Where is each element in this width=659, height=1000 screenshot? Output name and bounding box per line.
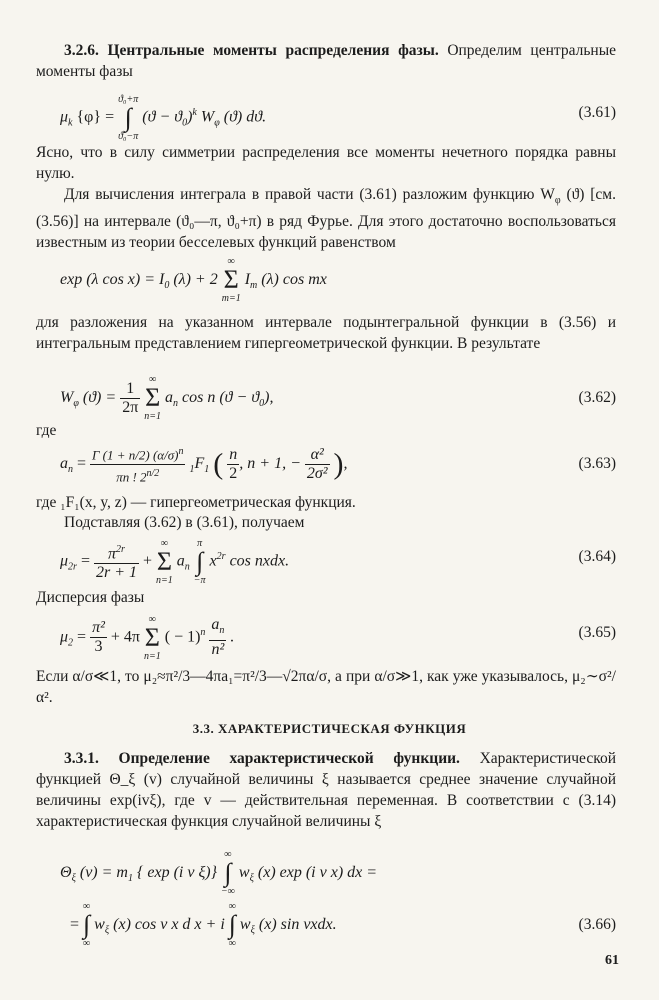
eq-sup: 2r bbox=[216, 551, 226, 562]
eq-sub: n bbox=[173, 398, 179, 410]
denominator: n² bbox=[211, 641, 225, 659]
int-glyph: ∫ bbox=[124, 102, 132, 132]
eq-text: { exp (i v ξ)} bbox=[132, 864, 222, 881]
eq-text: (v) = m bbox=[75, 864, 128, 881]
eq-text: πn ! 2 bbox=[116, 469, 147, 485]
subsection-title: Центральные моменты распределения фазы. bbox=[107, 42, 439, 59]
eq-text: (ϑ) dϑ. bbox=[219, 108, 267, 126]
eq-sub: 0 bbox=[164, 280, 170, 292]
int-glyph: ∫ bbox=[224, 858, 232, 888]
sum-upper-limit: ∞ bbox=[149, 374, 157, 386]
integral-sign bbox=[194, 537, 206, 587]
numerator: 1 bbox=[120, 380, 140, 399]
int-glyph: ∫ bbox=[83, 910, 91, 940]
paragraph-symmetry: Ясно, что в силу симметрии распределения все моменты нечетного порядка равны нулю. bbox=[36, 144, 616, 182]
eq-sub: k bbox=[68, 117, 73, 129]
fraction bbox=[90, 619, 107, 656]
paragraph-substituting: Подставляя (3.62) в (3.61), получаем bbox=[64, 514, 305, 531]
int-glyph: ∫ bbox=[196, 546, 204, 576]
sum-sign bbox=[222, 255, 241, 305]
eq-text: (x) cos v x d x + i bbox=[109, 916, 229, 933]
eq-sub: 2r bbox=[68, 561, 77, 573]
paragraph-expansion: для разложения на указанном интервале подынтегральной функции в (3.56) и интегральным представлением гипергеометрической функции. В результате bbox=[36, 314, 616, 352]
int-upper-limit: ϑ₀+π bbox=[118, 93, 139, 105]
fraction bbox=[90, 443, 185, 487]
equation-3-66-line2 bbox=[70, 898, 616, 952]
numerator: α² bbox=[305, 446, 330, 465]
paragraph-variance: Дисперсия фазы bbox=[36, 589, 145, 606]
eq-sub: 0 bbox=[182, 117, 188, 129]
eq-text: a bbox=[172, 552, 185, 570]
equation-3-64 bbox=[60, 530, 616, 584]
numerator: π² bbox=[92, 619, 105, 637]
left-paren: ( bbox=[213, 447, 224, 481]
eq-text: = bbox=[76, 552, 94, 570]
int-upper-limit: ∞ bbox=[224, 849, 232, 861]
eq-sup: 2r bbox=[116, 543, 125, 555]
eq-sub: 2 bbox=[68, 637, 74, 649]
equation-number: (3.61) bbox=[578, 104, 616, 121]
numerator bbox=[209, 616, 226, 641]
denominator: 2π bbox=[122, 398, 139, 416]
sum-lower-limit: n=1 bbox=[156, 574, 173, 586]
eq-text: {φ} = bbox=[72, 108, 119, 126]
eq-text: F bbox=[194, 455, 205, 472]
eq-text: (x) exp (i v x) dx = bbox=[253, 864, 378, 881]
sum-glyph: Σ bbox=[223, 265, 239, 295]
eq-text: a bbox=[165, 389, 174, 406]
eq-text: μ bbox=[60, 552, 69, 570]
denominator: 2 bbox=[229, 464, 238, 482]
eq-text: (ϑ − ϑ bbox=[142, 108, 183, 126]
eq-sub: m bbox=[250, 280, 258, 292]
eq-sub: φ bbox=[73, 398, 79, 410]
eq-sub: 1 bbox=[189, 464, 195, 476]
subsection-3-3-1 bbox=[36, 748, 616, 832]
numerator bbox=[94, 541, 139, 564]
paragraph-hypergeometric: где ₁F₁(x, y, z) — гипергеометрическая функция. bbox=[36, 494, 356, 511]
eq-sub: n bbox=[68, 464, 73, 476]
fraction bbox=[227, 446, 239, 483]
int-lower-limit: ∞ bbox=[228, 938, 236, 950]
eq-text: , n + 1, − bbox=[239, 455, 301, 472]
eq-text: a bbox=[211, 616, 220, 634]
int-upper-limit: ∞ bbox=[228, 901, 236, 913]
subsection-number: 3.3.1. bbox=[64, 750, 99, 767]
equation-number: (3.62) bbox=[578, 389, 616, 406]
eq-sub: ξ bbox=[249, 873, 254, 885]
eq-text: W bbox=[60, 389, 74, 406]
eq-sup: n bbox=[178, 445, 184, 457]
eq-text: = bbox=[70, 916, 84, 933]
fraction bbox=[120, 380, 140, 417]
sum-upper-limit: ∞ bbox=[227, 256, 235, 268]
int-glyph: ∫ bbox=[228, 910, 236, 940]
int-upper-limit: ∞ bbox=[83, 901, 91, 913]
int-lower-limit: ∞ bbox=[83, 938, 91, 950]
eq-text: exp (λ cos x) = I bbox=[60, 271, 165, 288]
paragraph-sub: φ bbox=[554, 195, 561, 207]
sum-sign bbox=[144, 373, 161, 423]
equation-number: (3.63) bbox=[578, 455, 616, 472]
eq-text: + bbox=[139, 552, 157, 570]
eq-text: . bbox=[226, 628, 235, 646]
paragraph-fourier bbox=[36, 184, 616, 253]
eq-sub: 1 bbox=[127, 873, 133, 885]
sum-sign bbox=[144, 613, 161, 663]
eq-text: (λ) cos mx bbox=[257, 271, 327, 288]
eq-text: cos n (ϑ − ϑ bbox=[178, 389, 260, 406]
section-title: 3.3. ХАРАКТЕРИСТИЧЕСКАЯ ФУНКЦИЯ bbox=[192, 721, 467, 736]
page-number: 61 bbox=[605, 953, 619, 968]
denominator: 2r + 1 bbox=[95, 564, 137, 582]
eq-text: = bbox=[73, 455, 91, 472]
numerator bbox=[90, 443, 185, 465]
eq-text: ) bbox=[187, 108, 193, 126]
eq-text: w bbox=[90, 916, 105, 933]
fraction bbox=[94, 541, 139, 582]
equation-3-62 bbox=[60, 372, 616, 424]
eq-text: (ϑ) = bbox=[78, 389, 121, 406]
int-lower-limit: −π bbox=[193, 574, 206, 586]
int-lower-limit: ϑ₀−π bbox=[118, 130, 139, 142]
paragraph-text: (ϑ) [см. (3.56)] на интервале (ϑ₀—π, ϑ₀+π) в ряд Фурье. Для этого достаточно воспользоваться известным из теории бесселевых функций равенством bbox=[36, 186, 616, 252]
right-paren: ) bbox=[333, 447, 344, 481]
int-upper-limit: π bbox=[197, 537, 203, 549]
eq-text: μ bbox=[60, 628, 69, 646]
subsection-title: Определение характеристической функции. bbox=[118, 750, 460, 767]
eq-text: W bbox=[196, 108, 215, 126]
eq-sup: n/2 bbox=[146, 467, 160, 479]
eq-sub: n bbox=[184, 561, 190, 573]
eq-sub: ξ bbox=[71, 873, 76, 885]
sum-lower-limit: n=1 bbox=[143, 650, 161, 662]
equation-3-65 bbox=[60, 606, 616, 660]
equation-3-66-line1 bbox=[60, 846, 616, 900]
equation-number: (3.66) bbox=[578, 916, 616, 933]
integral-sign bbox=[118, 93, 138, 143]
eq-text: , bbox=[343, 455, 348, 472]
where-label: где bbox=[36, 422, 57, 439]
sum-sign bbox=[156, 537, 173, 587]
eq-text: π bbox=[108, 545, 117, 563]
eq-text: Γ (1 + n/2) (α/σ) bbox=[92, 446, 179, 462]
eq-sup: k bbox=[192, 107, 197, 118]
sum-glyph: Σ bbox=[156, 546, 172, 576]
eq-sub: φ bbox=[214, 117, 220, 129]
denominator: 2σ² bbox=[306, 464, 328, 482]
integral-sign bbox=[221, 848, 235, 898]
eq-text: (λ) + 2 bbox=[169, 271, 222, 288]
sum-upper-limit: ∞ bbox=[148, 613, 156, 625]
equation-3-61 bbox=[60, 88, 616, 142]
eq-text: μ bbox=[60, 108, 69, 126]
equation-bessel bbox=[60, 254, 616, 306]
eq-text: ( − 1) bbox=[160, 628, 201, 646]
eq-text: (x) sin vxdx. bbox=[254, 916, 337, 933]
sum-upper-limit: ∞ bbox=[160, 537, 168, 549]
eq-text: I bbox=[244, 271, 251, 288]
equation-number: (3.65) bbox=[578, 624, 616, 641]
paragraph-text: Для вычисления интеграла в правой части (3.61) разложим функцию W bbox=[64, 186, 555, 203]
eq-text: ), bbox=[264, 389, 274, 406]
equation-3-63 bbox=[60, 438, 616, 490]
eq-sub: ξ bbox=[104, 925, 110, 937]
eq-text: x bbox=[205, 552, 217, 570]
sum-glyph: Σ bbox=[145, 383, 161, 413]
equation-number: (3.64) bbox=[578, 548, 616, 565]
eq-text: w bbox=[235, 916, 251, 933]
eq-text: w bbox=[234, 864, 250, 881]
subsection-text: Определим центральные моменты фазы bbox=[36, 42, 617, 80]
eq-text: Θ bbox=[60, 864, 72, 881]
paragraph-limits: Если α/σ≪1, то μ₂≈π²/3—4πa₁=π²/3—√2πα/σ, а при α/σ≫1, как уже указывалось, μ₂∼σ²/α². bbox=[36, 668, 616, 706]
eq-text: = bbox=[73, 628, 91, 646]
eq-text: cos nxdx. bbox=[225, 552, 290, 570]
sum-lower-limit: n=1 bbox=[144, 411, 162, 423]
integral-sign bbox=[229, 900, 236, 950]
subsection-text: Характеристической функцией Θ_ξ (v) случайной величины ξ называется среднее значение случайной величины exp(ivξ), где v — действительная переменная. В соответствии с (3.14) характеристическая функция случайной величины ξ bbox=[36, 750, 616, 830]
eq-sub: n bbox=[219, 625, 225, 637]
eq-sub: 0 bbox=[259, 398, 265, 410]
numerator: n bbox=[229, 445, 238, 463]
eq-sub: ξ bbox=[250, 925, 255, 937]
sum-glyph: Σ bbox=[144, 622, 160, 652]
eq-sup: n bbox=[200, 627, 206, 638]
eq-text: a bbox=[60, 455, 68, 472]
sum-lower-limit: m=1 bbox=[221, 293, 241, 305]
denominator: 3 bbox=[94, 638, 103, 656]
int-lower-limit: −∞ bbox=[221, 886, 235, 898]
subsection-number: 3.2.6. bbox=[64, 42, 99, 59]
eq-text: + 4π bbox=[106, 628, 144, 646]
eq-sub: 1 bbox=[204, 464, 210, 476]
subsection-3-2-6 bbox=[36, 40, 616, 82]
denominator bbox=[90, 465, 185, 486]
fraction bbox=[209, 616, 226, 659]
fraction bbox=[305, 446, 330, 483]
